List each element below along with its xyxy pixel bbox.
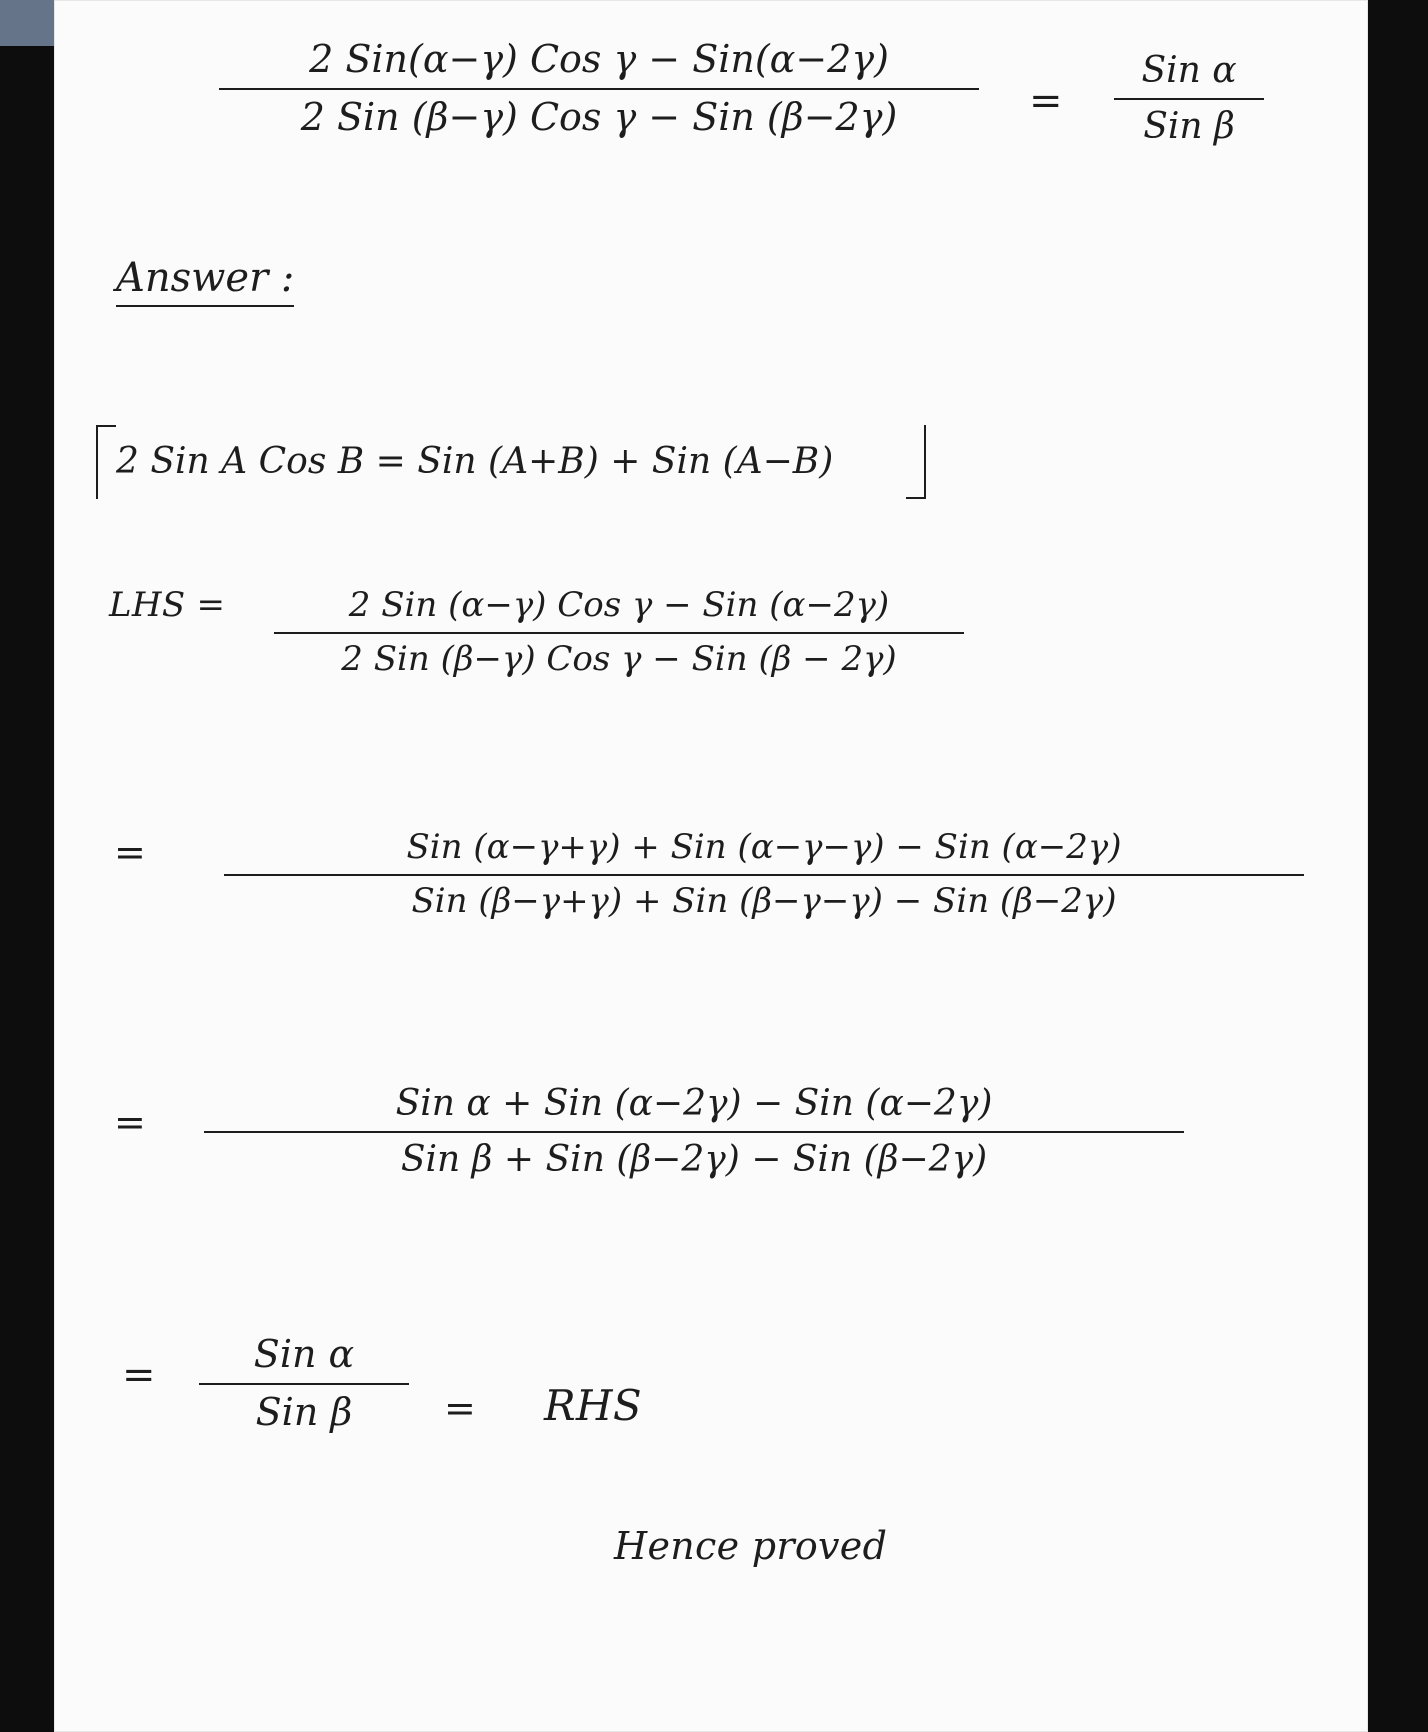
step1-numerator: Sin (α−γ+γ) + Sin (α−γ−γ) − Sin (α−2γ) xyxy=(406,827,1122,867)
problem-numerator: 2 Sin(α−γ) Cos γ − Sin(α−2γ) xyxy=(309,37,889,81)
lhs-denominator: 2 Sin (β−γ) Cos γ − Sin (β − 2γ) xyxy=(341,638,897,679)
final-fraction-bar xyxy=(199,1383,409,1385)
step1-fraction xyxy=(224,827,1304,921)
rhs-label: RHS xyxy=(544,1381,642,1430)
final-second-equals-sign: = xyxy=(444,1386,476,1430)
step2-equals-sign: = xyxy=(114,1100,146,1144)
step2-fraction xyxy=(204,1085,1184,1179)
final-fraction xyxy=(199,1332,409,1434)
problem-rhs-fraction-bar xyxy=(1114,98,1264,100)
problem-rhs-fraction xyxy=(1114,52,1264,146)
problem-rhs-numerator: Sin α xyxy=(1141,50,1237,91)
step2-denominator: Sin β + Sin (β−2γ) − Sin (β−2γ) xyxy=(400,1138,988,1180)
problem-denominator: 2 Sin (β−γ) Cos γ − Sin (β−2γ) xyxy=(300,94,898,139)
worksheet-page xyxy=(54,0,1368,1732)
problem-fraction-bar xyxy=(219,88,979,90)
step2-numerator: Sin α + Sin (α−2γ) − Sin (α−2γ) xyxy=(395,1083,993,1124)
step1-denominator: Sin (β−γ+γ) + Sin (β−γ−γ) − Sin (β−2γ) xyxy=(411,880,1117,921)
problem-equals-sign: = xyxy=(1029,78,1063,124)
lhs-fraction-bar xyxy=(274,632,964,634)
identity-box xyxy=(96,425,926,499)
problem-lhs-fraction xyxy=(219,37,979,139)
step2-fraction-bar xyxy=(204,1131,1184,1133)
identity-text: 2 Sin A Cos B = Sin (A+B) + Sin (A−B) xyxy=(116,441,834,482)
answer-label: Answer : xyxy=(116,255,294,307)
final-numerator: Sin α xyxy=(253,1332,355,1376)
problem-rhs-denominator: Sin β xyxy=(1143,105,1235,147)
final-equals-sign: = xyxy=(122,1352,156,1398)
hence-proved-text: Hence proved xyxy=(614,1524,888,1568)
step1-fraction-bar xyxy=(224,874,1304,876)
step1-equals-sign: = xyxy=(114,830,146,874)
lhs-numerator: 2 Sin (α−γ) Cos γ − Sin (α−2γ) xyxy=(348,585,890,625)
lhs-fraction xyxy=(274,585,964,679)
final-denominator: Sin β xyxy=(255,1389,353,1434)
lhs-prefix: LHS = xyxy=(109,585,226,625)
